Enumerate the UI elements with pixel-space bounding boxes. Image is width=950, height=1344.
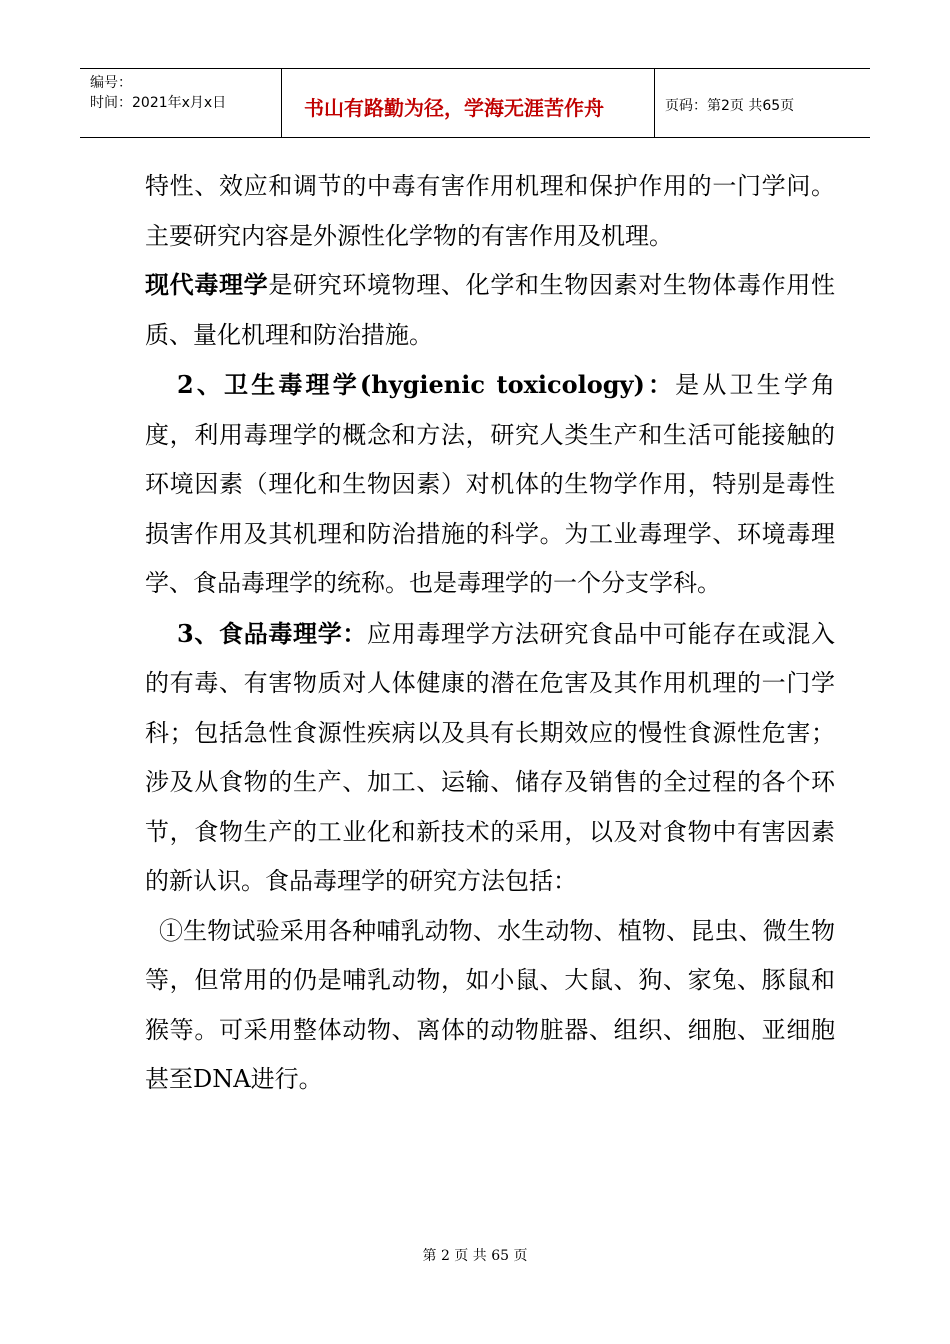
term-hygienic-toxicology: 2、卫生毒理学(hygienic toxicology)： (177, 370, 676, 399)
paragraph-2-text: 是研究环境物理、化学和生物因素对生物体毒作用性质、量化机理和防治措施。 (145, 271, 836, 349)
header-table (80, 68, 870, 138)
paragraph-2 (145, 261, 835, 360)
term-modern-toxicology: 现代毒理学 (145, 271, 269, 299)
term-food-toxicology: 3、食品毒理学： (177, 618, 368, 648)
time-label: 时间：2021年x月x日 (90, 95, 227, 111)
paragraph-5: ①生物试验采用各种哺乳动物、水生动物、植物、昆虫、微生物等，但常用的仍是哺乳动物，如小鼠、大鼠、狗、家兔、豚鼠和猴等。可采用整体动物、离体的动物脏器、组织、细胞、亚细胞甚至DNA进行。 (145, 916, 835, 1093)
number-label: 编号： (90, 75, 132, 91)
page-footer: 第 2 页 共 65 页 (422, 1248, 528, 1264)
header-motto: 书山有路勤为径，学海无涯苦作舟 (282, 69, 655, 137)
paragraph-3 (145, 360, 835, 609)
paragraph-3-text: 是从卫生学角度，利用毒理学的概念和方法，研究人类生产和生活可能接触的环境因素（理化和生物因素）对机体的生物学作用，特别是毒性损害作用及其机理和防治措施的科学。为工业毒理学、环境毒理学、食品毒理学的统称。也是毒理学的一个分支学科。 (145, 371, 836, 597)
paragraph-4-text: 应用毒理学方法研究食品中可能存在或混入的有毒、有害物质对人体健康的潜在危害及其作用机理的一门学科；包括急性食源性疾病以及具有长期效应的慢性食源性危害；涉及从食物的生产、加工、运输、储存及销售的全过程的各个环节，食物生产的工业化和新技术的采用，以及对食物中有害因素的新认识。食品毒理学的研究方法包括： (145, 619, 836, 895)
paragraph-1: 特性、效应和调节的中毒有害作用机理和保护作用的一门学问。主要研究内容是外源性化学物的有害作用及机理。 (145, 172, 835, 250)
header-left-cell (80, 69, 282, 137)
header-page-info: 页码：第2页 共65页 (665, 98, 795, 114)
paragraph-4 (145, 609, 835, 907)
document-body (145, 162, 835, 1105)
